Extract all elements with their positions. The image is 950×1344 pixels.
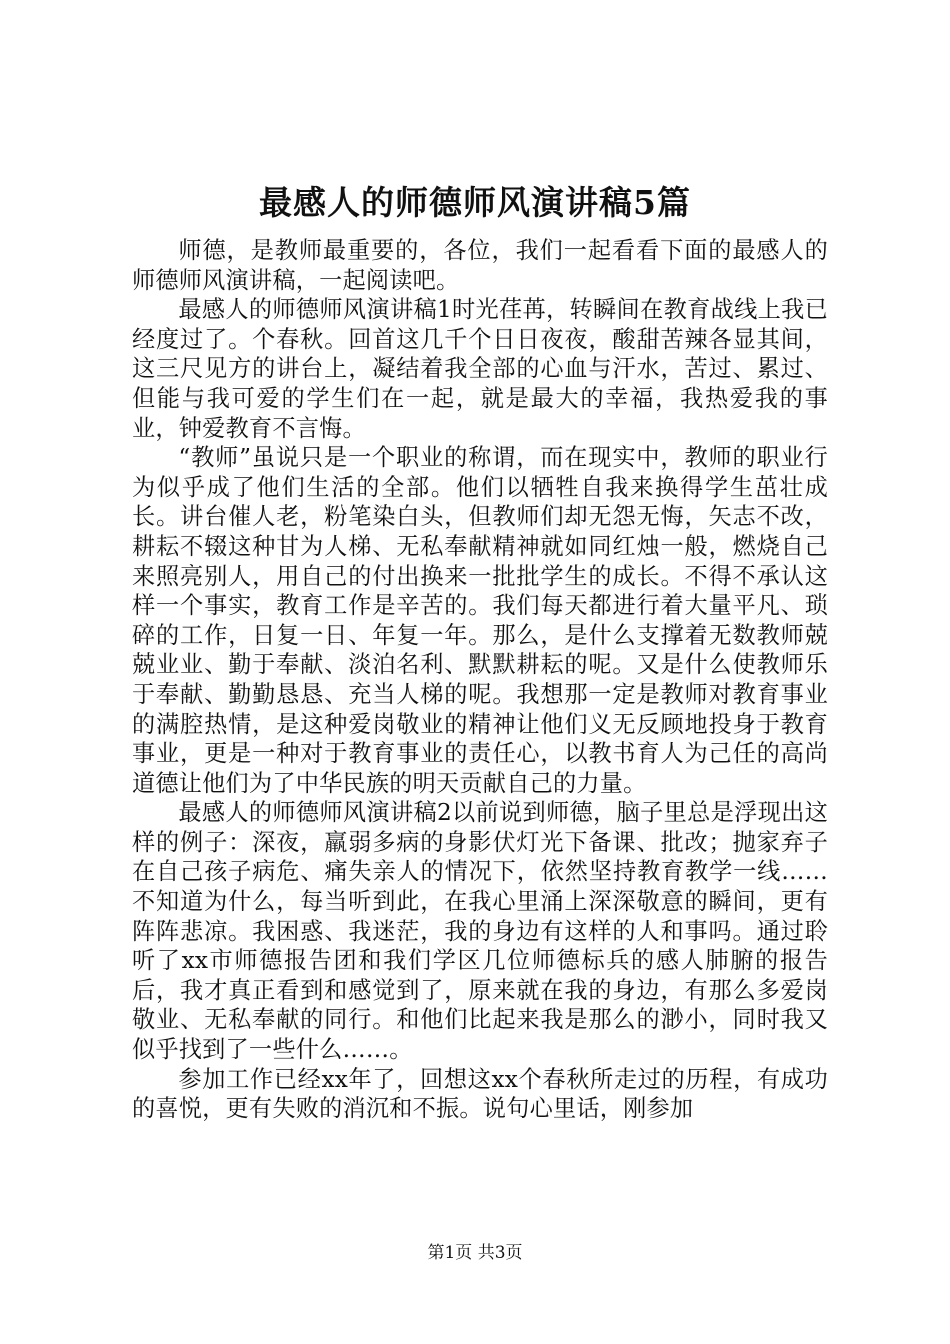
document-title: 最感人的师德师风演讲稿5篇 — [259, 183, 691, 222]
paragraph-work-years: 参加工作已经xx年了，回想这xx个春秋所走过的历程，有成功的喜悦，更有失败的消沉和不振。说句心里话，刚参加 — [132, 1065, 828, 1123]
paragraph-teacher: “教师”虽说只是一个职业的称谓，而在现实中，教师的职业行为似乎成了他们生活的全部。他们以牺牲自我来换得学生茁壮成长。讲台催人老，粉笔染白头，但教师们却无怨无悔，矢志不改，耕耘不辍这种甘为人梯、无私奉献精神就如同红烛一般，燃烧自己来照亮别人，用自己的付出换来一批批学生的成长。不得不承认这样一个事实，教育工作是辛苦的。我们每天都进行着大量平凡、琐碎的工作，日复一日、年复一年。那么，是什么支撑着无数教师兢兢业业、勤于奉献、淡泊名利、默默耕耘的呢。又是什么使教师乐于奉献、勤勤恳恳、充当人梯的呢。我想那一定是教师对教育事业的满腔热情，是这种爱岗敬业的精神让他们义无反顾地投身于教育事业，更是一种对于教育事业的责任心，以教书育人为己任的高尚道德让他们为了中华民族的明天贡献自己的力量。 — [132, 444, 828, 797]
paragraph-intro: 师德，是教师最重要的，各位，我们一起看看下面的最感人的师德师风演讲稿，一起阅读吧。 — [132, 237, 828, 294]
paragraph-speech-2: 最感人的师德师风演讲稿2以前说到师德，脑子里总是浮现出这样的例子：深夜，羸弱多病的身影伏灯光下备课、批改；抛家弃子在自己孩子病危、痛失亲人的情况下，依然坚持教育教学一线……不知道为什么，每当听到此，在我心里涌上深深敬意的瞬间，更有阵阵悲凉。我困惑、我迷茫，我的身边有这样的人和事吗。通过聆听了xx市师德报告团和我们学区几位师德标兵的感人肺腑的报告后，我才真正看到和感觉到了，原来就在我的身边，有那么多爱岗敬业、无私奉献的同行。和他们比起来我是那么的渺小，同时我又似乎找到了一些什么……。 — [132, 799, 828, 1064]
paragraph-speech-1: 最感人的师德师风演讲稿1时光荏苒，转瞬间在教育战线上我已经度过了。个春秋。回首这几千个日日夜夜，酸甜苦辣各显其间，这三尺见方的讲台上，凝结着我全部的心血与汗水，苦过、累过、但能与我可爱的学生们在一起，就是最大的幸福，我热爱我的事业，钟爱教育不言悔。 — [132, 296, 828, 442]
document-body — [132, 236, 828, 1124]
page-footer: 第1页 共3页 — [427, 1243, 523, 1263]
